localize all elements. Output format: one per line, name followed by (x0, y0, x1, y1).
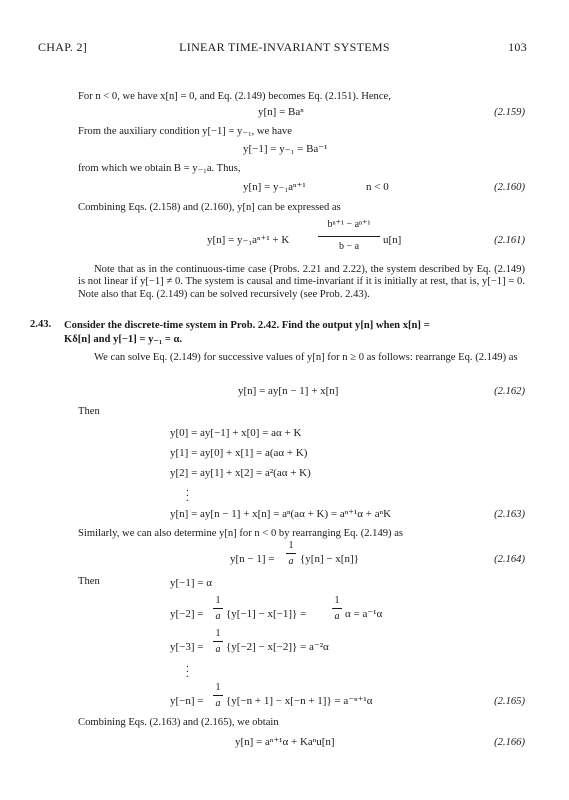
equation-2-160: y[n] = y₋₁aⁿ⁺¹ (243, 181, 306, 193)
equation-2-165-lhs: y[−n] = (170, 695, 204, 707)
negative-index-step-lhs: y[−2] = (170, 608, 204, 620)
equation-2-162: y[n] = ay[n − 1] + x[n] (238, 385, 339, 397)
note-paragraph: Note that as in the continuous-time case (Probs. 2.21 and 2.22), the system described by Eq. (2.149) is not linear if y[−1] ≠ 0. The system is causal and time-invariant if it is initially at rest, that is, y[−1] = 0. Note also that Eq. (2.149) can be solved recursively (see Prob. 2.43). (78, 264, 525, 300)
fraction-denominator: a (288, 556, 294, 567)
running-title: LINEAR TIME-INVARIANT SYSTEMS (179, 40, 390, 54)
problem-number: 2.43. (30, 319, 52, 330)
equation-condition: n < 0 (366, 181, 389, 193)
text-line: Combining Eqs. (2.163) and (2.165), we obtain (78, 717, 279, 728)
equation-number: (2.160) (494, 182, 525, 193)
negative-index-step-mid: {y[−1] − x[−1]} = (226, 608, 307, 620)
text-line: For n < 0, we have x[n] = 0, and Eq. (2.149) becomes Eq. (2.151). Hence, (78, 91, 391, 102)
equation-2-159: y[n] = Baⁿ (258, 106, 304, 118)
equation-2-164-lhs: y[n − 1] = (230, 553, 275, 565)
equation-number: (2.162) (494, 386, 525, 397)
equation-2-164-rhs: {y[n] − x[n]} (300, 553, 359, 565)
negative-index-step-rhs: α = a⁻¹α (345, 608, 383, 620)
equation-aux: y[−1] = y₋₁ = Ba⁻¹ (243, 143, 328, 155)
equation-2-166: y[n] = aⁿ⁺¹α + Kaⁿu[n] (235, 736, 335, 748)
fraction-numerator: bⁿ⁺¹ − aⁿ⁺¹ (327, 219, 371, 230)
negative-index-step-rhs: {y[−2] − x[−2]} = a⁻²α (226, 641, 329, 653)
fraction-denominator: a (215, 611, 221, 622)
text-line: From the auxiliary condition y[−1] = y₋₁, we have (78, 126, 292, 137)
recursion-step: y[1] = ay[0] + x[1] = a(aα + K) (170, 447, 308, 459)
fraction-numerator: 1 (215, 682, 221, 693)
text-line: Similarly, we can also determine y[n] for n < 0 by rearranging Eq. (2.149) as (78, 528, 404, 539)
fraction-bar (286, 553, 296, 554)
equation-number: (2.159) (494, 107, 525, 118)
vertical-ellipsis: . . . (186, 482, 189, 504)
fraction-bar (318, 236, 380, 237)
equation-2-161-lhs: y[n] = y₋₁aⁿ⁺¹ + K (207, 234, 290, 246)
fraction-numerator: 1 (288, 540, 294, 551)
text-line: Combining Eqs. (2.158) and (2.160), y[n] can be expressed as (78, 202, 341, 213)
fraction-numerator: 1 (215, 628, 221, 639)
fraction-bar (332, 608, 342, 609)
negative-index-step: y[−1] = α (170, 577, 212, 589)
solution-paragraph: We can solve Eq. (2.149) for successive values of y[n] for n ≥ 0 as follows: rearrange Eq. (2.149) as (94, 352, 518, 363)
equation-number: (2.165) (494, 696, 525, 707)
fraction-bar (213, 695, 223, 696)
recursion-step: y[2] = ay[1] + x[2] = a²(aα + K) (170, 467, 311, 479)
equation-2-165-rhs: {y[−n + 1] − x[−n + 1]} = a⁻ⁿ⁺¹α (226, 695, 373, 707)
equation-number: (2.163) (494, 509, 525, 520)
fraction-denominator: b − a (338, 241, 360, 252)
equation-number: (2.161) (494, 235, 525, 246)
fraction-denominator: a (334, 611, 340, 622)
negative-index-step-lhs: y[−3] = (170, 641, 204, 653)
problem-statement-line: Consider the discrete-time system in Prob. 2.42. Find the output y[n] when x[n] = (64, 320, 430, 331)
recursion-step: y[0] = ay[−1] + x[0] = aα + K (170, 427, 302, 439)
text-line: Then (78, 406, 100, 417)
equation-number: (2.166) (494, 737, 525, 748)
fraction-bar (213, 641, 223, 642)
page-number: 103 (508, 40, 527, 54)
fraction-numerator: 1 (215, 595, 221, 606)
chapter-label: CHAP. 2] (38, 40, 88, 54)
equation-2-161-rhs: u[n] (383, 234, 402, 246)
problem-statement-line: Kδ[n] and y[−1] = y₋₁ = α. (64, 334, 183, 345)
fraction-numerator: 1 (334, 595, 340, 606)
fraction-bar (213, 608, 223, 609)
equation-number: (2.164) (494, 554, 525, 565)
text-line: Then (78, 576, 100, 587)
fraction-denominator: a (215, 644, 221, 655)
fraction-denominator: a (215, 698, 221, 709)
vertical-ellipsis: . . . (186, 658, 189, 680)
text-line: from which we obtain B = y₋₁a. Thus, (78, 163, 241, 174)
equation-2-163: y[n] = ay[n − 1] + x[n] = aⁿ(aα + K) = aⁿ⁺¹α + aⁿK (170, 508, 392, 520)
